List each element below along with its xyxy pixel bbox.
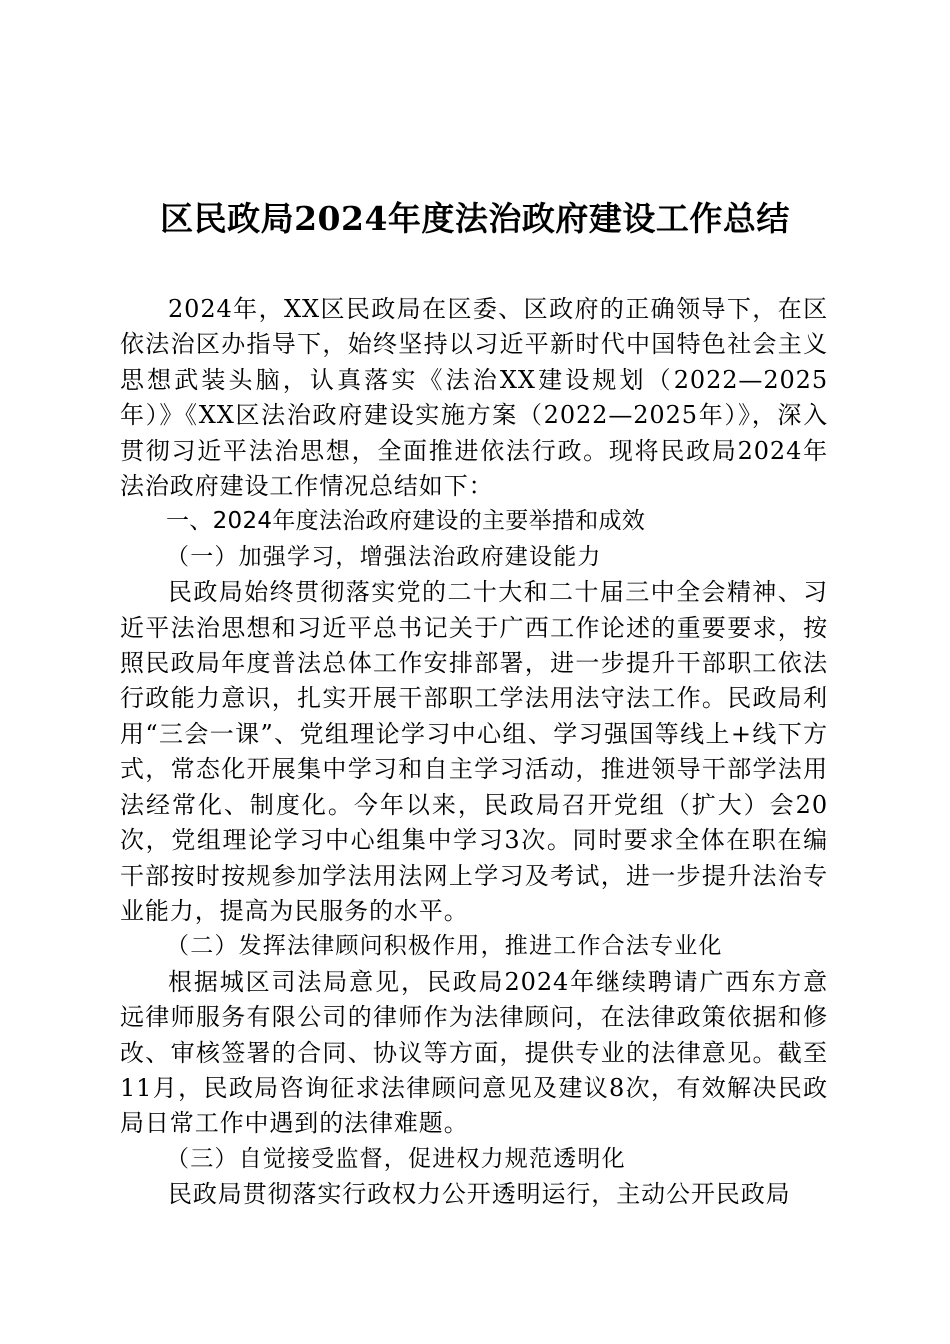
body-paragraph-2: 根据城区司法局意见，民政局2024年继续聘请广西东方意远律师服务有限公司的律师作为法律顾问，在法律政策依据和修改、审核签署的合同、协议等方面，提供专业的法律意见。截至11月，民政局咨询征求法律顾问意见及建议8次，有效解决民政局日常工作中遇到的法律难题。 <box>120 967 828 1138</box>
subsection-heading-3: （三）自觉接受监督，促进权力规范透明化 <box>166 1145 626 1172</box>
document-title: 区民政局2024年度法治政府建设工作总结 <box>160 199 790 238</box>
intro-paragraph: 2024年，XX区民政局在区委、区政府的正确领导下，在区依法治区办指导下，始终坚持以习近平新时代中国特色社会主义思想武装头脑，认真落实《法治XX建设规划（2022—2025年）》《XX区法治政府建设实施方案（2022—2025年）》，深入贯彻习近平法治思想，全面推进依法行政。现将民政局2024年法治政府建设工作情况总结如下： <box>120 295 828 501</box>
body-paragraph-3: 民政局贯彻落实行政权力公开透明运行，主动公开民政局 <box>168 1180 791 1209</box>
section-heading-1: 一、2024年度法治政府建设的主要举措和成效 <box>166 508 646 535</box>
document-body <box>120 292 828 1213</box>
subsection-heading-1: （一）加强学习，增强法治政府建设能力 <box>166 543 602 570</box>
body-paragraph-1: 民政局始终贯彻落实党的二十大和二十届三中全会精神、习近平法治思想和习近平总书记关于广西工作论述的重要要求，按照民政局年度普法总体工作安排部署，进一步提升干部职工依法行政能力意识，扎实开展干部职工学法用法守法工作。民政局利用“三会一课”、党组理论学习中心组、学习强国等线上+线下方式，常态化开展集中学习和自主学习活动，推进领导干部学法用法经常化、制度化。今年以来，民政局召开党组（扩大）会20次，党组理论学习中心组集中学习3次。同时要求全体在职在编干部按时按规参加学法用法网上学习及考试，进一步提升法治专业能力，提高为民服务的水平。 <box>120 578 828 925</box>
subsection-heading-2: （二）发挥法律顾问积极作用，推进工作合法专业化 <box>166 933 723 960</box>
